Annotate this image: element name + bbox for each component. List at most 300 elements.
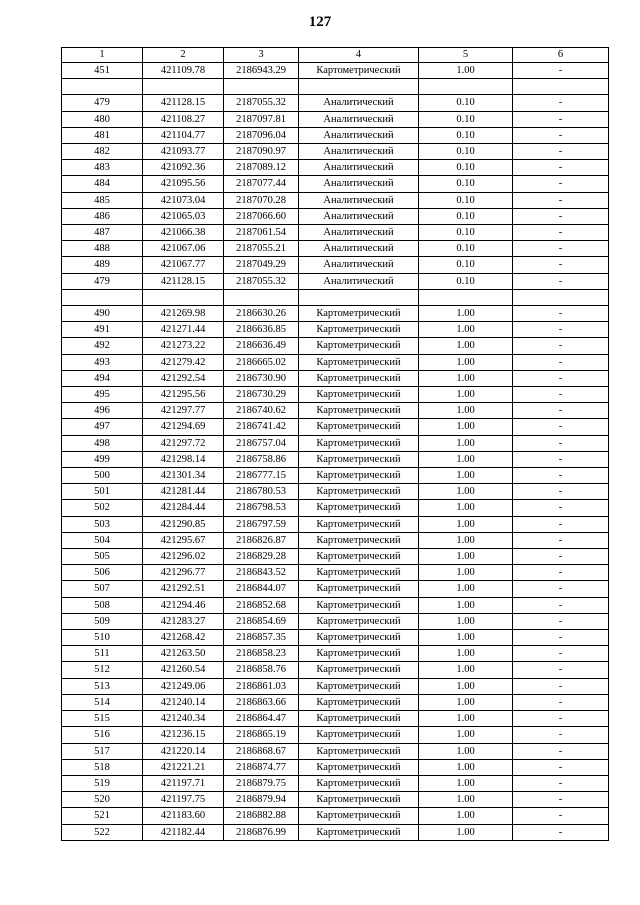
accuracy-cell: 1.00 (419, 419, 513, 435)
note-cell: - (513, 354, 609, 370)
table-row (62, 273, 609, 289)
accuracy-cell: 1.00 (419, 597, 513, 613)
accuracy-cell: 0.10 (419, 241, 513, 257)
table-row (62, 743, 609, 759)
point-number-cell: 502 (62, 500, 143, 516)
y-coordinate-cell: 2186879.75 (224, 775, 299, 791)
note-cell: - (513, 451, 609, 467)
point-number-cell: 497 (62, 419, 143, 435)
note-cell: - (513, 370, 609, 386)
table-row (62, 111, 609, 127)
note-cell: - (513, 792, 609, 808)
point-number-cell: 503 (62, 516, 143, 532)
method-cell: Картометрический (299, 678, 419, 694)
point-number-cell: 506 (62, 565, 143, 581)
x-coordinate-cell: 421197.75 (143, 792, 224, 808)
y-coordinate-cell: 2186858.23 (224, 646, 299, 662)
table-row (62, 727, 609, 743)
accuracy-cell: 0.10 (419, 192, 513, 208)
x-coordinate-cell: 421128.15 (143, 95, 224, 111)
point-number-cell: 518 (62, 759, 143, 775)
accuracy-cell: 1.00 (419, 565, 513, 581)
y-coordinate-cell: 2186874.77 (224, 759, 299, 775)
method-cell: Картометрический (299, 808, 419, 824)
table-row (62, 759, 609, 775)
x-coordinate-cell: 421092.36 (143, 160, 224, 176)
note-cell: - (513, 273, 609, 289)
y-coordinate-cell: 2187055.32 (224, 273, 299, 289)
table-row (62, 387, 609, 403)
note-cell: - (513, 532, 609, 548)
point-number-cell: 500 (62, 468, 143, 484)
accuracy-cell: 1.00 (419, 808, 513, 824)
point-number-cell: 494 (62, 370, 143, 386)
table-row (62, 516, 609, 532)
method-cell: Картометрический (299, 597, 419, 613)
accuracy-cell: 0.10 (419, 208, 513, 224)
table-row (62, 613, 609, 629)
accuracy-cell: 1.00 (419, 338, 513, 354)
accuracy-cell: 0.10 (419, 225, 513, 241)
note-cell: - (513, 160, 609, 176)
table-row (62, 549, 609, 565)
table-row (62, 775, 609, 791)
method-cell: Аналитический (299, 225, 419, 241)
note-cell: - (513, 111, 609, 127)
y-coordinate-cell: 2186758.86 (224, 451, 299, 467)
method-cell: Картометрический (299, 824, 419, 840)
accuracy-cell: 0.10 (419, 176, 513, 192)
point-number-cell: 489 (62, 257, 143, 273)
x-coordinate-cell: 421269.98 (143, 306, 224, 322)
accuracy-cell: 1.00 (419, 581, 513, 597)
method-cell: Картометрический (299, 565, 419, 581)
point-number-cell: 507 (62, 581, 143, 597)
table-row (62, 289, 609, 305)
y-coordinate-cell: 2187090.97 (224, 144, 299, 160)
point-number-cell: 521 (62, 808, 143, 824)
accuracy-cell: 1.00 (419, 516, 513, 532)
y-coordinate-cell: 2187066.60 (224, 208, 299, 224)
point-number-cell: 515 (62, 711, 143, 727)
table-row (62, 581, 609, 597)
point-number-cell: 487 (62, 225, 143, 241)
method-cell: Картометрический (299, 468, 419, 484)
table-row (62, 711, 609, 727)
x-coordinate-cell: 421183.60 (143, 808, 224, 824)
x-coordinate-cell (143, 79, 224, 95)
point-number-cell: 482 (62, 144, 143, 160)
method-cell: Картометрический (299, 403, 419, 419)
table-row (62, 225, 609, 241)
x-coordinate-cell: 421292.54 (143, 370, 224, 386)
x-coordinate-cell: 421067.06 (143, 241, 224, 257)
note-cell: - (513, 387, 609, 403)
method-cell: Картометрический (299, 63, 419, 79)
y-coordinate-cell: 2186879.94 (224, 792, 299, 808)
note-cell (513, 289, 609, 305)
method-cell: Картометрический (299, 662, 419, 678)
accuracy-cell: 0.10 (419, 95, 513, 111)
point-number-cell: 514 (62, 694, 143, 710)
note-cell: - (513, 403, 609, 419)
note-cell: - (513, 192, 609, 208)
y-coordinate-cell: 2187070.28 (224, 192, 299, 208)
x-coordinate-cell: 421292.51 (143, 581, 224, 597)
method-cell: Картометрический (299, 338, 419, 354)
table-row (62, 532, 609, 548)
x-coordinate-cell: 421283.27 (143, 613, 224, 629)
x-coordinate-cell (143, 289, 224, 305)
x-coordinate-cell: 421284.44 (143, 500, 224, 516)
point-number-cell: 485 (62, 192, 143, 208)
table-row (62, 597, 609, 613)
y-coordinate-cell: 2187055.32 (224, 95, 299, 111)
note-cell: - (513, 678, 609, 694)
point-number-cell: 479 (62, 273, 143, 289)
accuracy-cell: 1.00 (419, 694, 513, 710)
table-row (62, 338, 609, 354)
table-row (62, 63, 609, 79)
method-cell: Картометрический (299, 630, 419, 646)
point-number-cell: 520 (62, 792, 143, 808)
accuracy-cell: 1.00 (419, 532, 513, 548)
point-number-cell: 496 (62, 403, 143, 419)
x-coordinate-cell: 421067.77 (143, 257, 224, 273)
table-row (62, 306, 609, 322)
x-coordinate-cell: 421221.21 (143, 759, 224, 775)
point-number-cell: 479 (62, 95, 143, 111)
x-coordinate-cell: 421093.77 (143, 144, 224, 160)
method-cell: Картометрический (299, 727, 419, 743)
column-header: 2 (143, 48, 224, 63)
point-number-cell: 488 (62, 241, 143, 257)
accuracy-cell: 0.10 (419, 273, 513, 289)
accuracy-cell: 1.00 (419, 468, 513, 484)
note-cell: - (513, 176, 609, 192)
note-cell: - (513, 484, 609, 500)
point-number-cell (62, 289, 143, 305)
x-coordinate-cell: 421240.34 (143, 711, 224, 727)
x-coordinate-cell: 421197.71 (143, 775, 224, 791)
note-cell: - (513, 613, 609, 629)
y-coordinate-cell: 2186780.53 (224, 484, 299, 500)
table-row (62, 808, 609, 824)
accuracy-cell: 1.00 (419, 646, 513, 662)
table-row (62, 565, 609, 581)
y-coordinate-cell: 2186882.88 (224, 808, 299, 824)
note-cell: - (513, 419, 609, 435)
point-number-cell: 484 (62, 176, 143, 192)
accuracy-cell: 1.00 (419, 630, 513, 646)
accuracy-cell: 0.10 (419, 111, 513, 127)
y-coordinate-cell: 2187055.21 (224, 241, 299, 257)
y-coordinate-cell: 2186844.07 (224, 581, 299, 597)
accuracy-cell: 0.10 (419, 160, 513, 176)
y-coordinate-cell: 2186757.04 (224, 435, 299, 451)
x-coordinate-cell: 421263.50 (143, 646, 224, 662)
column-header: 5 (419, 48, 513, 63)
method-cell: Картометрический (299, 613, 419, 629)
note-cell: - (513, 759, 609, 775)
table-row (62, 176, 609, 192)
y-coordinate-cell: 2186730.29 (224, 387, 299, 403)
x-coordinate-cell: 421296.77 (143, 565, 224, 581)
y-coordinate-cell (224, 79, 299, 95)
table-row (62, 370, 609, 386)
y-coordinate-cell: 2187096.04 (224, 127, 299, 143)
x-coordinate-cell: 421128.15 (143, 273, 224, 289)
table-row (62, 79, 609, 95)
y-coordinate-cell: 2186843.52 (224, 565, 299, 581)
note-cell: - (513, 565, 609, 581)
table-row (62, 630, 609, 646)
x-coordinate-cell: 421295.67 (143, 532, 224, 548)
x-coordinate-cell: 421073.04 (143, 192, 224, 208)
point-number-cell: 522 (62, 824, 143, 840)
y-coordinate-cell: 2186797.59 (224, 516, 299, 532)
point-number-cell: 481 (62, 127, 143, 143)
y-coordinate-cell: 2187049.29 (224, 257, 299, 273)
y-coordinate-cell: 2186861.03 (224, 678, 299, 694)
table-row (62, 468, 609, 484)
accuracy-cell: 1.00 (419, 759, 513, 775)
y-coordinate-cell: 2186665.02 (224, 354, 299, 370)
note-cell: - (513, 727, 609, 743)
y-coordinate-cell: 2186740.62 (224, 403, 299, 419)
note-cell: - (513, 435, 609, 451)
x-coordinate-cell: 421182.44 (143, 824, 224, 840)
y-coordinate-cell: 2186864.47 (224, 711, 299, 727)
point-number-cell: 505 (62, 549, 143, 565)
accuracy-cell: 1.00 (419, 435, 513, 451)
method-cell: Аналитический (299, 144, 419, 160)
y-coordinate-cell: 2186777.15 (224, 468, 299, 484)
point-number-cell (62, 79, 143, 95)
point-number-cell: 491 (62, 322, 143, 338)
y-coordinate-cell: 2186798.53 (224, 500, 299, 516)
x-coordinate-cell: 421271.44 (143, 322, 224, 338)
accuracy-cell: 1.00 (419, 370, 513, 386)
note-cell: - (513, 581, 609, 597)
note-cell: - (513, 468, 609, 484)
table-row (62, 646, 609, 662)
table-row (62, 451, 609, 467)
table-row (62, 403, 609, 419)
x-coordinate-cell: 421104.77 (143, 127, 224, 143)
table-row (62, 208, 609, 224)
point-number-cell: 509 (62, 613, 143, 629)
x-coordinate-cell: 421240.14 (143, 694, 224, 710)
method-cell: Картометрический (299, 581, 419, 597)
method-cell: Аналитический (299, 111, 419, 127)
y-coordinate-cell: 2186863.66 (224, 694, 299, 710)
note-cell: - (513, 63, 609, 79)
y-coordinate-cell: 2186868.67 (224, 743, 299, 759)
table-body (62, 63, 609, 841)
page-number: 127 (308, 14, 332, 30)
method-cell: Картометрический (299, 387, 419, 403)
point-number-cell: 501 (62, 484, 143, 500)
note-cell: - (513, 711, 609, 727)
method-cell: Аналитический (299, 241, 419, 257)
column-header: 6 (513, 48, 609, 63)
table-row (62, 160, 609, 176)
method-cell: Картометрический (299, 435, 419, 451)
note-cell: - (513, 338, 609, 354)
accuracy-cell: 0.10 (419, 127, 513, 143)
table-row (62, 678, 609, 694)
method-cell: Аналитический (299, 192, 419, 208)
y-coordinate-cell: 2186630.26 (224, 306, 299, 322)
note-cell: - (513, 306, 609, 322)
accuracy-cell: 1.00 (419, 322, 513, 338)
note-cell: - (513, 127, 609, 143)
accuracy-cell: 1.00 (419, 63, 513, 79)
accuracy-cell: 1.00 (419, 613, 513, 629)
method-cell: Картометрический (299, 322, 419, 338)
coordinates-table (61, 47, 609, 841)
point-number-cell: 512 (62, 662, 143, 678)
table-row (62, 95, 609, 111)
method-cell: Картометрический (299, 694, 419, 710)
method-cell: Аналитический (299, 273, 419, 289)
y-coordinate-cell: 2186730.90 (224, 370, 299, 386)
y-coordinate-cell: 2186858.76 (224, 662, 299, 678)
accuracy-cell: 1.00 (419, 792, 513, 808)
point-number-cell: 516 (62, 727, 143, 743)
note-cell: - (513, 630, 609, 646)
method-cell: Аналитический (299, 176, 419, 192)
point-number-cell: 493 (62, 354, 143, 370)
method-cell: Картометрический (299, 549, 419, 565)
table-row (62, 500, 609, 516)
point-number-cell: 480 (62, 111, 143, 127)
x-coordinate-cell: 421297.72 (143, 435, 224, 451)
x-coordinate-cell: 421301.34 (143, 468, 224, 484)
method-cell: Картометрический (299, 792, 419, 808)
table-row (62, 257, 609, 273)
note-cell: - (513, 597, 609, 613)
accuracy-cell: 0.10 (419, 257, 513, 273)
y-coordinate-cell: 2186826.87 (224, 532, 299, 548)
method-cell: Аналитический (299, 127, 419, 143)
note-cell: - (513, 144, 609, 160)
accuracy-cell: 1.00 (419, 678, 513, 694)
note-cell: - (513, 808, 609, 824)
accuracy-cell: 1.00 (419, 824, 513, 840)
table-row (62, 792, 609, 808)
column-header: 4 (299, 48, 419, 63)
point-number-cell: 498 (62, 435, 143, 451)
x-coordinate-cell: 421066.38 (143, 225, 224, 241)
y-coordinate-cell: 2187077.44 (224, 176, 299, 192)
method-cell: Картометрический (299, 516, 419, 532)
accuracy-cell: 1.00 (419, 662, 513, 678)
note-cell: - (513, 95, 609, 111)
method-cell: Картометрический (299, 759, 419, 775)
y-coordinate-cell: 2186852.68 (224, 597, 299, 613)
table-row (62, 354, 609, 370)
table-row (62, 662, 609, 678)
y-coordinate-cell: 2186876.99 (224, 824, 299, 840)
table-row (62, 144, 609, 160)
x-coordinate-cell: 421281.44 (143, 484, 224, 500)
accuracy-cell: 1.00 (419, 354, 513, 370)
y-coordinate-cell: 2186865.19 (224, 727, 299, 743)
y-coordinate-cell: 2186636.49 (224, 338, 299, 354)
table-row (62, 127, 609, 143)
method-cell: Картометрический (299, 500, 419, 516)
accuracy-cell: 1.00 (419, 500, 513, 516)
note-cell: - (513, 500, 609, 516)
accuracy-cell: 1.00 (419, 387, 513, 403)
table-header-row (62, 48, 609, 63)
y-coordinate-cell: 2187061.54 (224, 225, 299, 241)
point-number-cell: 451 (62, 63, 143, 79)
method-cell: Картометрический (299, 711, 419, 727)
note-cell: - (513, 241, 609, 257)
note-cell: - (513, 775, 609, 791)
method-cell: Картометрический (299, 484, 419, 500)
y-coordinate-cell: 2186854.69 (224, 613, 299, 629)
point-number-cell: 490 (62, 306, 143, 322)
accuracy-cell: 1.00 (419, 743, 513, 759)
y-coordinate-cell (224, 289, 299, 305)
y-coordinate-cell: 2186741.42 (224, 419, 299, 435)
x-coordinate-cell: 421095.56 (143, 176, 224, 192)
method-cell (299, 289, 419, 305)
method-cell (299, 79, 419, 95)
note-cell: - (513, 646, 609, 662)
x-coordinate-cell: 421296.02 (143, 549, 224, 565)
point-number-cell: 499 (62, 451, 143, 467)
x-coordinate-cell: 421249.06 (143, 678, 224, 694)
method-cell: Картометрический (299, 306, 419, 322)
method-cell: Аналитический (299, 208, 419, 224)
accuracy-cell: 1.00 (419, 727, 513, 743)
y-coordinate-cell: 2187097.81 (224, 111, 299, 127)
point-number-cell: 508 (62, 597, 143, 613)
accuracy-cell: 1.00 (419, 549, 513, 565)
method-cell: Картометрический (299, 775, 419, 791)
accuracy-cell (419, 79, 513, 95)
x-coordinate-cell: 421279.42 (143, 354, 224, 370)
method-cell: Картометрический (299, 354, 419, 370)
method-cell: Аналитический (299, 95, 419, 111)
point-number-cell: 483 (62, 160, 143, 176)
note-cell: - (513, 322, 609, 338)
table-row (62, 694, 609, 710)
x-coordinate-cell: 421297.77 (143, 403, 224, 419)
method-cell: Картометрический (299, 743, 419, 759)
point-number-cell: 504 (62, 532, 143, 548)
table-row (62, 435, 609, 451)
x-coordinate-cell: 421236.15 (143, 727, 224, 743)
table-row (62, 241, 609, 257)
method-cell: Картометрический (299, 532, 419, 548)
y-coordinate-cell: 2186943.29 (224, 63, 299, 79)
point-number-cell: 519 (62, 775, 143, 791)
column-header: 3 (224, 48, 299, 63)
x-coordinate-cell: 421268.42 (143, 630, 224, 646)
note-cell (513, 79, 609, 95)
x-coordinate-cell: 421294.46 (143, 597, 224, 613)
point-number-cell: 517 (62, 743, 143, 759)
x-coordinate-cell: 421065.03 (143, 208, 224, 224)
table-row (62, 419, 609, 435)
accuracy-cell: 1.00 (419, 775, 513, 791)
